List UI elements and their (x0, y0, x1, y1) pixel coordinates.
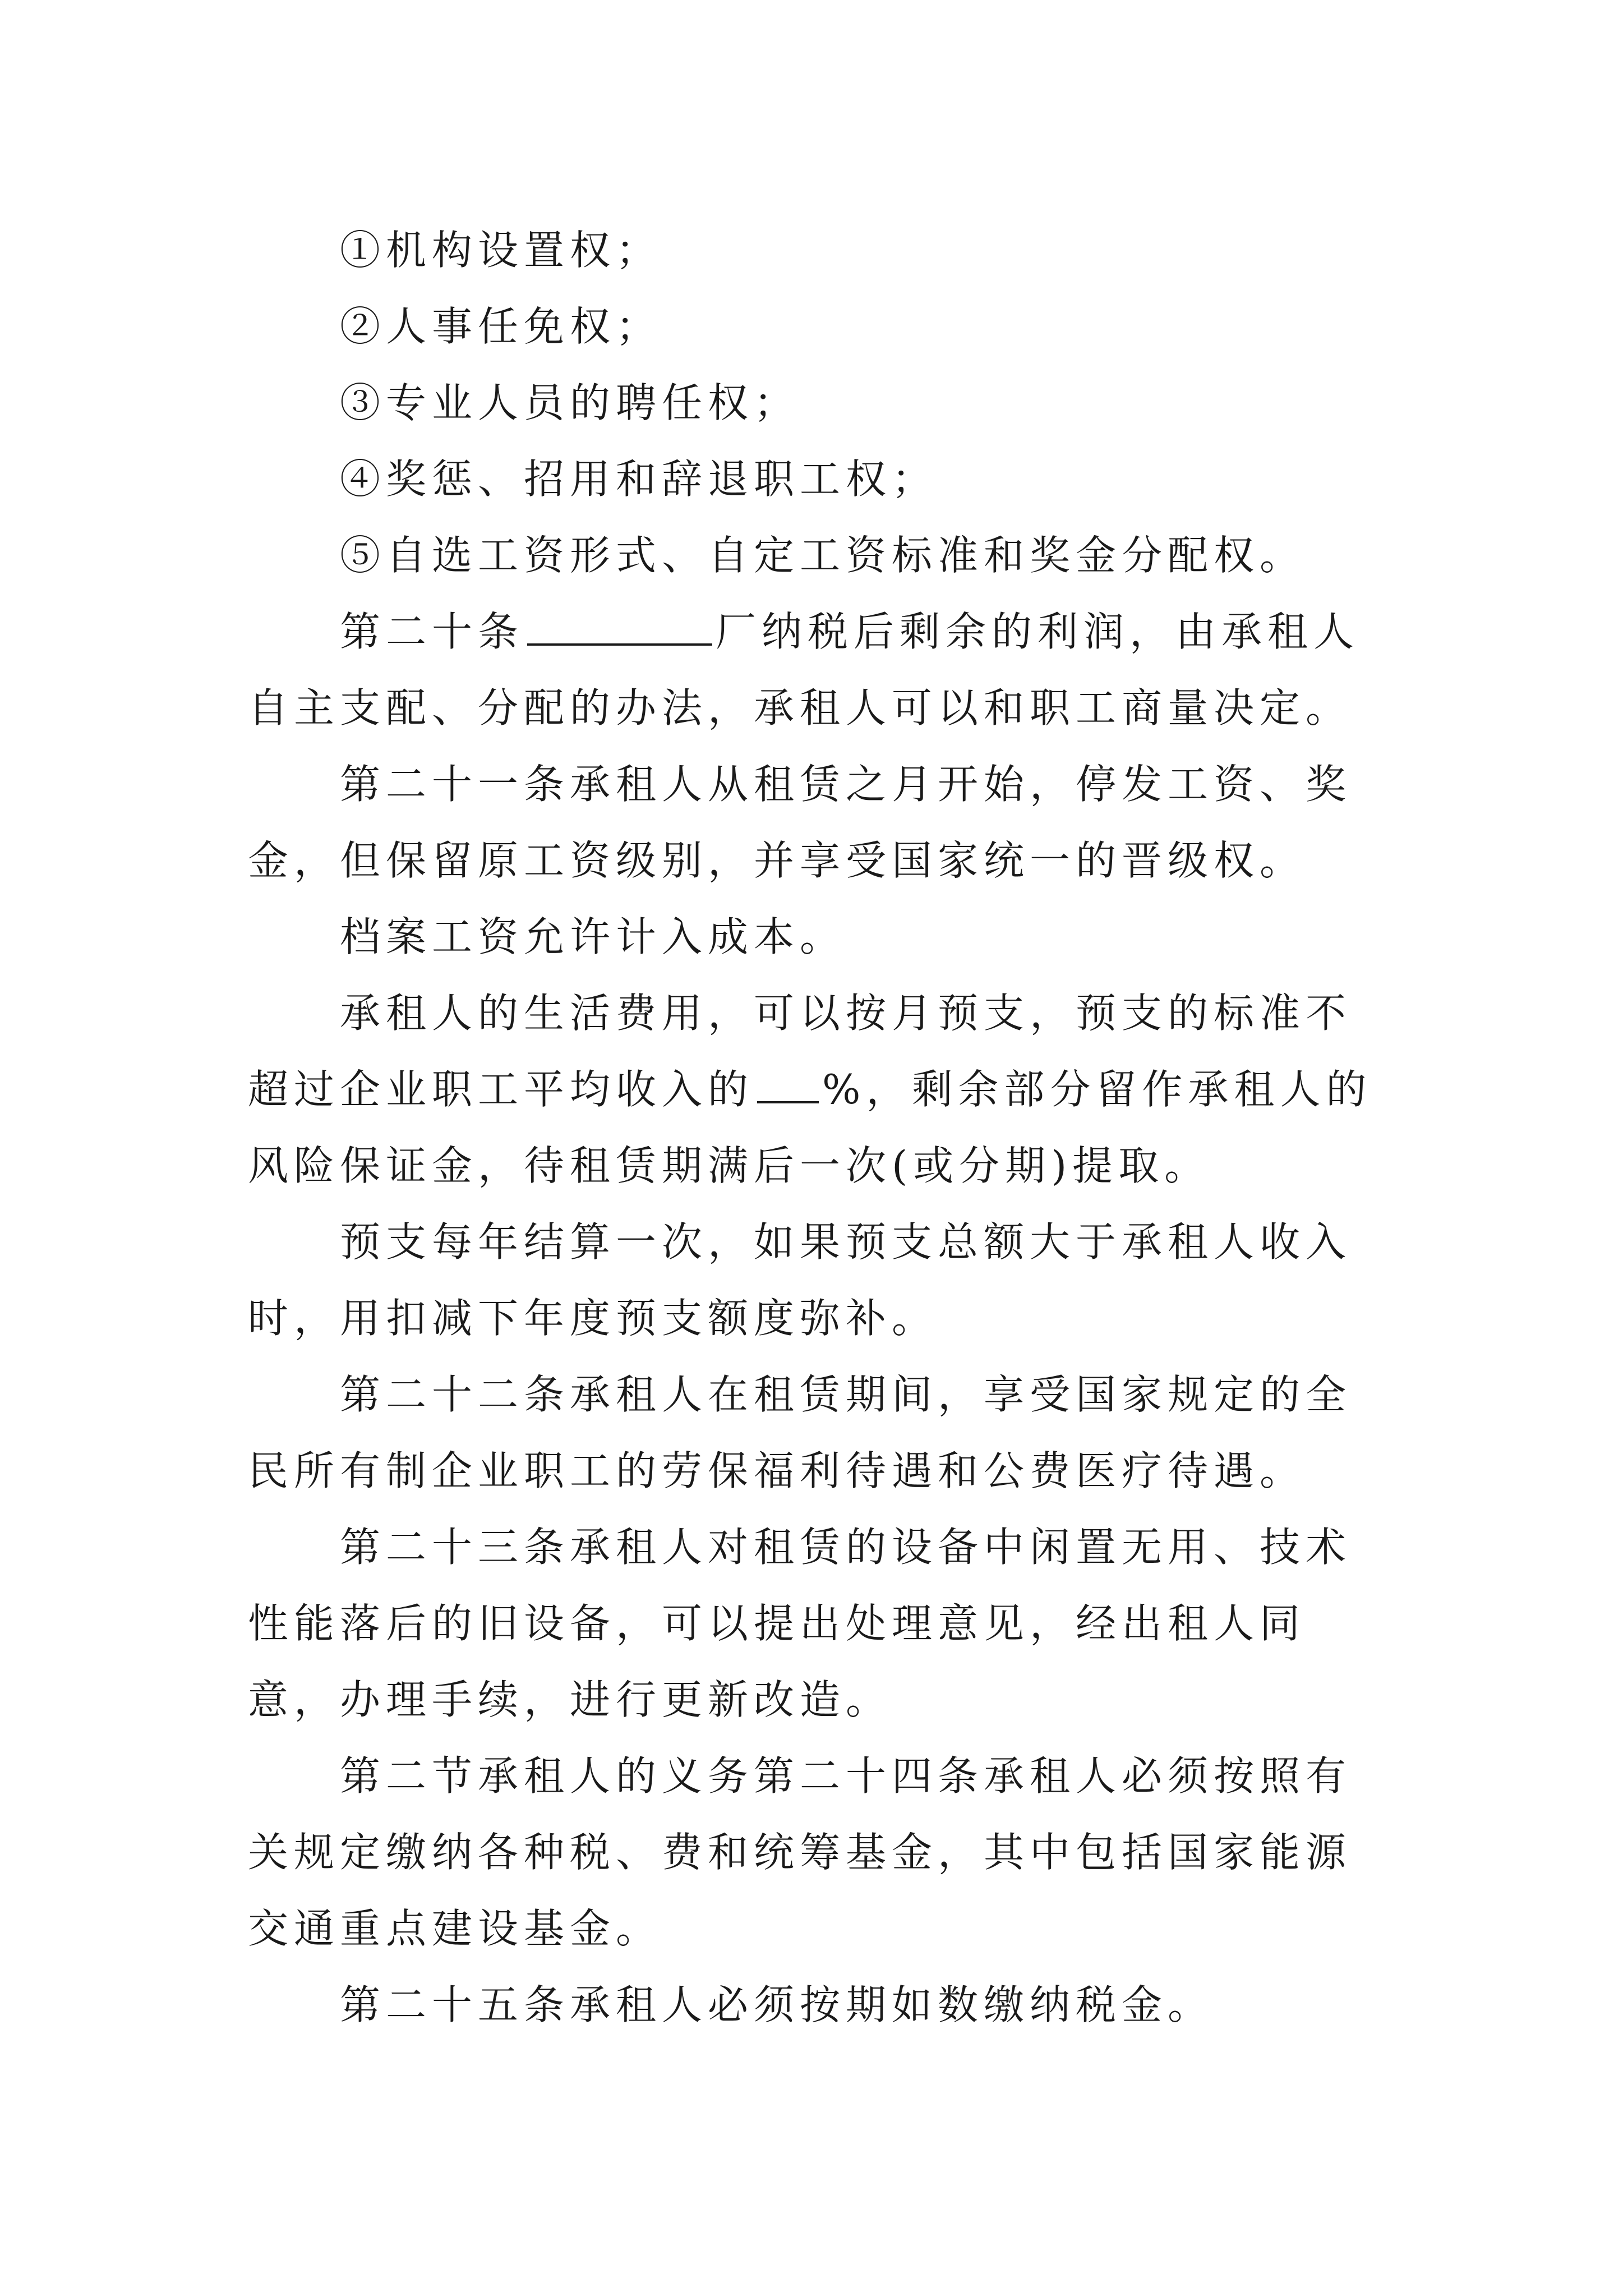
list-item-4: ④奖惩、招用和辞退职工权； (340, 455, 938, 503)
living-expense-prefix: 承租人的生活费用，可以按月预支，预支的标准不超过企业职工平均收入的 (248, 990, 1352, 1113)
article-20 (248, 593, 1386, 746)
living-expense-suffix: %，剩余部分留作承租人的风险保证金，待租赁期满后一次(或分期)提取。 (248, 1066, 1372, 1189)
living-expense-paragraph (248, 975, 1386, 1204)
article-25: 第二十五条承租人必须按期如数缴纳税金。 (340, 1981, 1214, 2028)
fill-in-blank-factory-name (527, 606, 712, 646)
article-23: 第二十三条承租人对租赁的设备中闲置无用、技术性能落后的旧设备，可以提出处理意见，经出租人同意，办理手续，进行更新改造。 (248, 1524, 1352, 1723)
document-body (248, 212, 1386, 2043)
section-2-article-24: 第二节承租人的义务第二十四条承租人必须按照有关规定缴纳各种税、费和统筹基金，其中包括国家能源交通重点建设基金。 (248, 1752, 1352, 1952)
article-20-prefix: 第二十条 (340, 608, 524, 655)
fill-in-blank-percent (757, 1064, 819, 1103)
archive-wage-paragraph: 档案工资允许计入成本。 (340, 913, 846, 960)
article-22: 第二十二条承租人在租赁期间，享受国家规定的全民所有制企业职工的劳保福利待遇和公费医疗待遇。 (248, 1371, 1352, 1494)
article-20-suffix: 厂纳税后剩余的利润，由承租人自主支配、分配的办法，承租人可以和职工商量决定。 (248, 608, 1360, 731)
list-item-3: ③专业人员的聘任权； (340, 379, 800, 426)
list-item-5: ⑤自选工资形式、自定工资标准和奖金分配权。 (340, 532, 1306, 579)
settlement-paragraph: 预支每年结算一次，如果预支总额大于承租人收入时，用扣减下年度预支额度弥补。 (248, 1218, 1352, 1342)
list-item-2: ②人事任免权； (340, 303, 662, 350)
article-21: 第二十一条承租人从租赁之月开始，停发工资、奖金，但保留原工资级别，并享受国家统一的晋级权。 (248, 761, 1352, 884)
list-item-1: ①机构设置权； (340, 227, 662, 274)
